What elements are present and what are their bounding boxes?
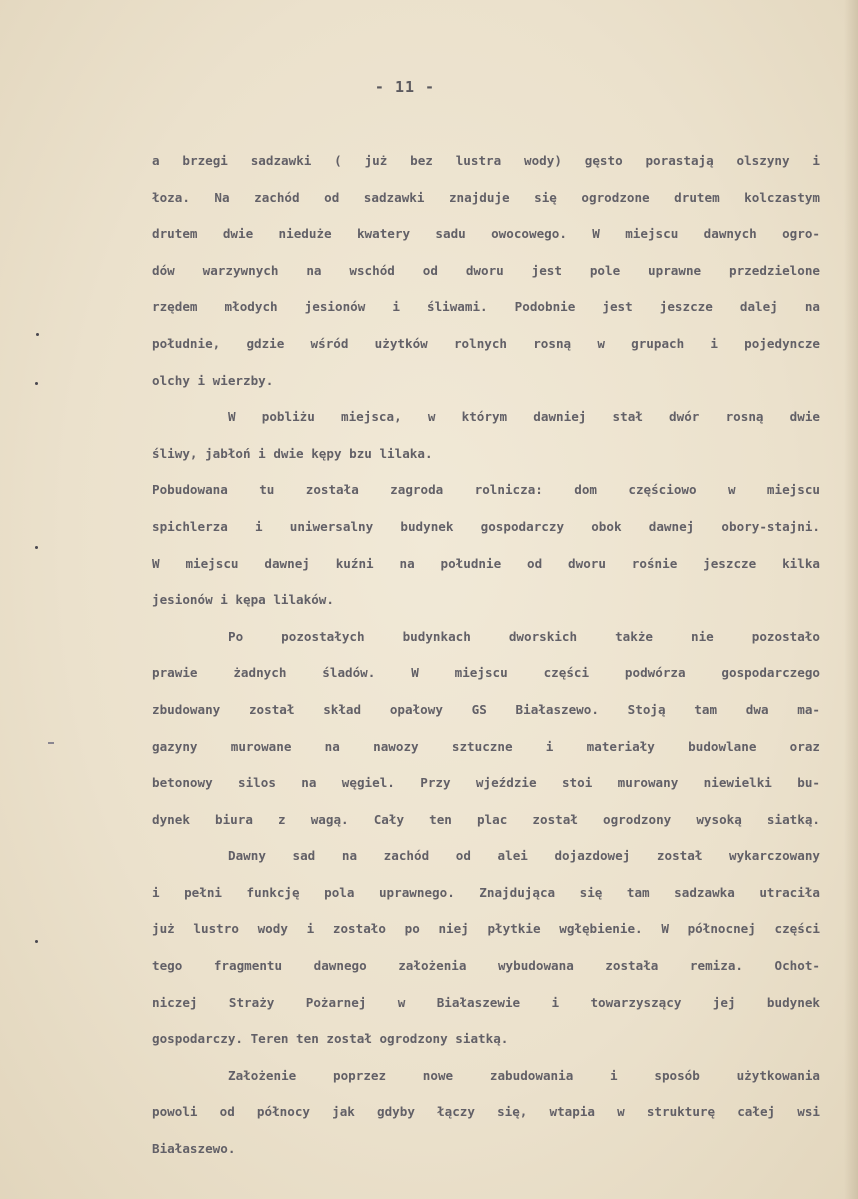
text-line: Założenie poprzez nowe zabudowania i sposób użytkowania	[228, 1067, 820, 1083]
text-line: południe, gdzie wśród użytków rolnych rosną w grupach i pojedyncze	[152, 335, 820, 351]
binding-hole-mark	[35, 940, 38, 943]
binding-hole-mark	[35, 382, 38, 385]
binding-hole-mark	[36, 333, 39, 336]
text-line: olchy i wierzby.	[152, 372, 274, 388]
page-edge-shadow	[844, 0, 858, 1199]
text-line: już lustro wody i zostało po niej płytkie wgłębienie. W północnej części	[152, 921, 820, 937]
binding-hole-mark	[35, 546, 38, 549]
text-line: Po pozostałych budynkach dworskich także nie pozostało	[228, 628, 820, 644]
text-line: Pobudowana tu została zagroda rolnicza: dom częściowo w miejscu	[152, 482, 820, 498]
text-line: dów warzywnych na wschód od dworu jest pole uprawne przedzielone	[152, 262, 820, 278]
text-line: śliwy, jabłoń i dwie kępy bzu lilaka.	[152, 445, 433, 461]
text-line: niczej Straży Pożarnej w Białaszewie i towarzyszący jej budynek	[152, 994, 820, 1010]
text-line: dynek biura z wagą. Cały ten plac został ogrodzony wysoką siatką.	[152, 811, 820, 827]
body-text	[152, 143, 820, 1168]
text-line: a brzegi sadzawki ( już bez lustra wody) gęsto porastają olszyny i	[152, 153, 820, 168]
binding-hole-mark	[48, 742, 54, 744]
text-line: W miejscu dawnej kuźni na południe od dworu rośnie jeszcze kilka	[152, 555, 820, 571]
text-line: betonowy silos na węgiel. Przy wjeździe stoi murowany niewielki bu-	[152, 775, 820, 791]
text-line: Białaszewo.	[152, 1141, 236, 1157]
text-line: zbudowany został skład opałowy GS Białaszewo. Stoją tam dwa ma-	[152, 701, 820, 717]
text-line: i pełni funkcję pola uprawnego. Znajdująca się tam sadzawka utraciła	[152, 884, 820, 900]
text-line: łoza. Na zachód od sadzawki znajduje się ogrodzone drutem kolczastym	[152, 189, 820, 205]
text-line: spichlerza i uniwersalny budynek gospodarczy obok dawnej obory-stajni.	[152, 518, 820, 534]
text-line: gospodarczy. Teren ten został ogrodzony siatką.	[152, 1031, 509, 1047]
text-line: Dawny sad na zachód od alei dojazdowej został wykarczowany	[228, 848, 820, 864]
text-line: drutem dwie nieduże kwatery sadu owocowego. W miejscu dawnych ogro-	[152, 226, 820, 242]
text-line: powoli od północy jak gdyby łączy się, wtapia w strukturę całej wsi	[152, 1104, 820, 1120]
page-number: - 11 -	[374, 78, 436, 96]
text-line: jesionów i kępa lilaków.	[152, 592, 334, 608]
text-line: W pobliżu miejsca, w którym dawniej stał dwór rosną dwie	[228, 409, 820, 425]
text-line: prawie żadnych śladów. W miejscu części podwórza gospodarczego	[152, 665, 820, 681]
text-line: tego fragmentu dawnego założenia wybudowana została remiza. Ochot-	[152, 958, 820, 974]
text-line: gazyny murowane na nawozy sztuczne i materiały budowlane oraz	[152, 738, 820, 754]
text-line: rzędem młodych jesionów i śliwami. Podobnie jest jeszcze dalej na	[152, 299, 820, 315]
